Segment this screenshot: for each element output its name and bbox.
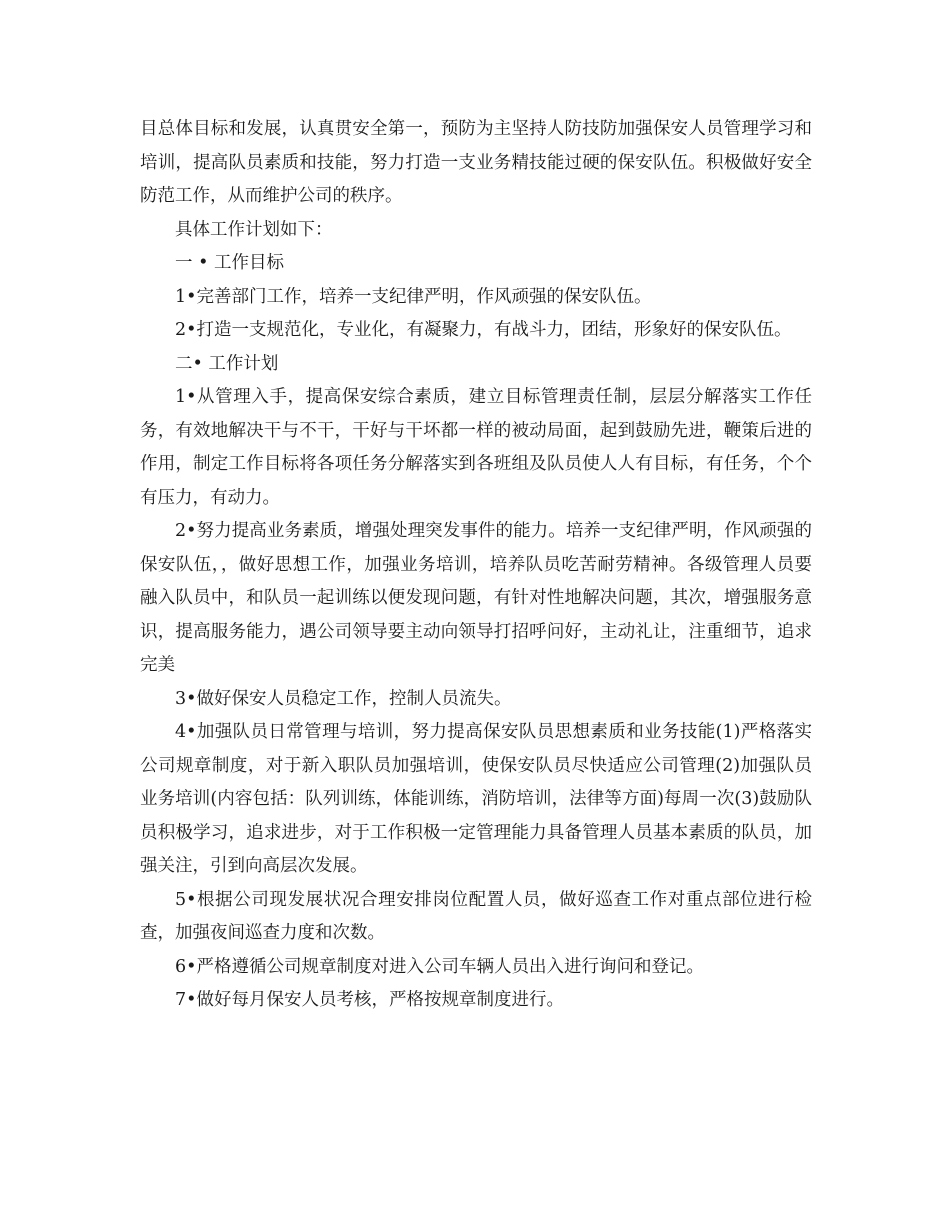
- paragraph-plan-3: 3•做好保安人员稳定工作，控制人员流失。: [175, 688, 512, 709]
- paragraph-plan-4: 4•加强队员日常管理与培训，努力提高保安队员思想素质和业务技能(1)严格落实公司规章制度，对于新入职队员加强培训，使保安队员尽快适应公司管理(2)加强队员业务培训(内容包括：队列训练，体能训练，消防培训，法律等方面)每周一次(3)鼓励队员积极学习，追求进步，对于工作积极一定管理能力具备管理人员基本素质的队员，加强关注，引到向高层次发展。: [140, 722, 812, 876]
- paragraph-intro: 目总体目标和发展，认真贯安全第一，预防为主坚持人防技防加强保安人员管理学习和培训，提高队员素质和技能，努力打造一支业务精技能过硬的保安队伍。积极做好安全防范工作，从而维护公司的秩序。: [140, 119, 812, 206]
- paragraph-plan-7: 7•做好每月保安人员考核，严格按规章制度进行。: [175, 990, 564, 1010]
- heading-work-plan: 二• 工作计划: [175, 353, 279, 374]
- heading-work-goals: 一 • 工作目标: [175, 253, 284, 273]
- paragraph-goal-2: 2•打造一支规范化，专业化，有凝聚力，有战斗力，团结，形象好的保安队伍。: [175, 320, 792, 340]
- paragraph-plan-5: 5•根据公司现发展状况合理安排岗位配置人员，做好巡查工作对重点部位进行检查，加强夜间巡查力度和次数。: [140, 889, 812, 943]
- paragraph-plan-2: 2•努力提高业务素质，增强处理突发事件的能力。培养一支纪律严明，作风顽强的保安队伍，，做好思想工作，加强业务培训，培养队员吃苦耐劳精神。各级管理人员要融入队员中，和队员一起训练以便发现问题，有针对性地解决问题，其次，增强服务意识，提高服务能力，遇公司领导要主动向领导打招呼问好，主动礼让，注重细节，追求完美: [140, 521, 812, 675]
- paragraph-goal-1: 1•完善部门工作，培养一支纪律严明，作风顽强的保安队伍。: [175, 286, 652, 307]
- paragraph-plan-lead: 具体工作计划如下：: [175, 219, 333, 240]
- paragraph-plan-1: 1•从管理入手，提高保安综合素质，建立目标管理责任制，层层分解落实工作任务，有效地解决干与不干，干好与干坏都一样的被动局面，起到鼓励先进，鞭策后进的作用，制定工作目标将各项任务分解落实到各班组及队员使人人有目标，有任务，个个有压力，有动力。: [140, 387, 812, 508]
- document-body: [140, 113, 812, 1018]
- paragraph-plan-6: 6•严格遵循公司规章制度对进入公司车辆人员出入进行询问和登记。: [175, 956, 704, 977]
